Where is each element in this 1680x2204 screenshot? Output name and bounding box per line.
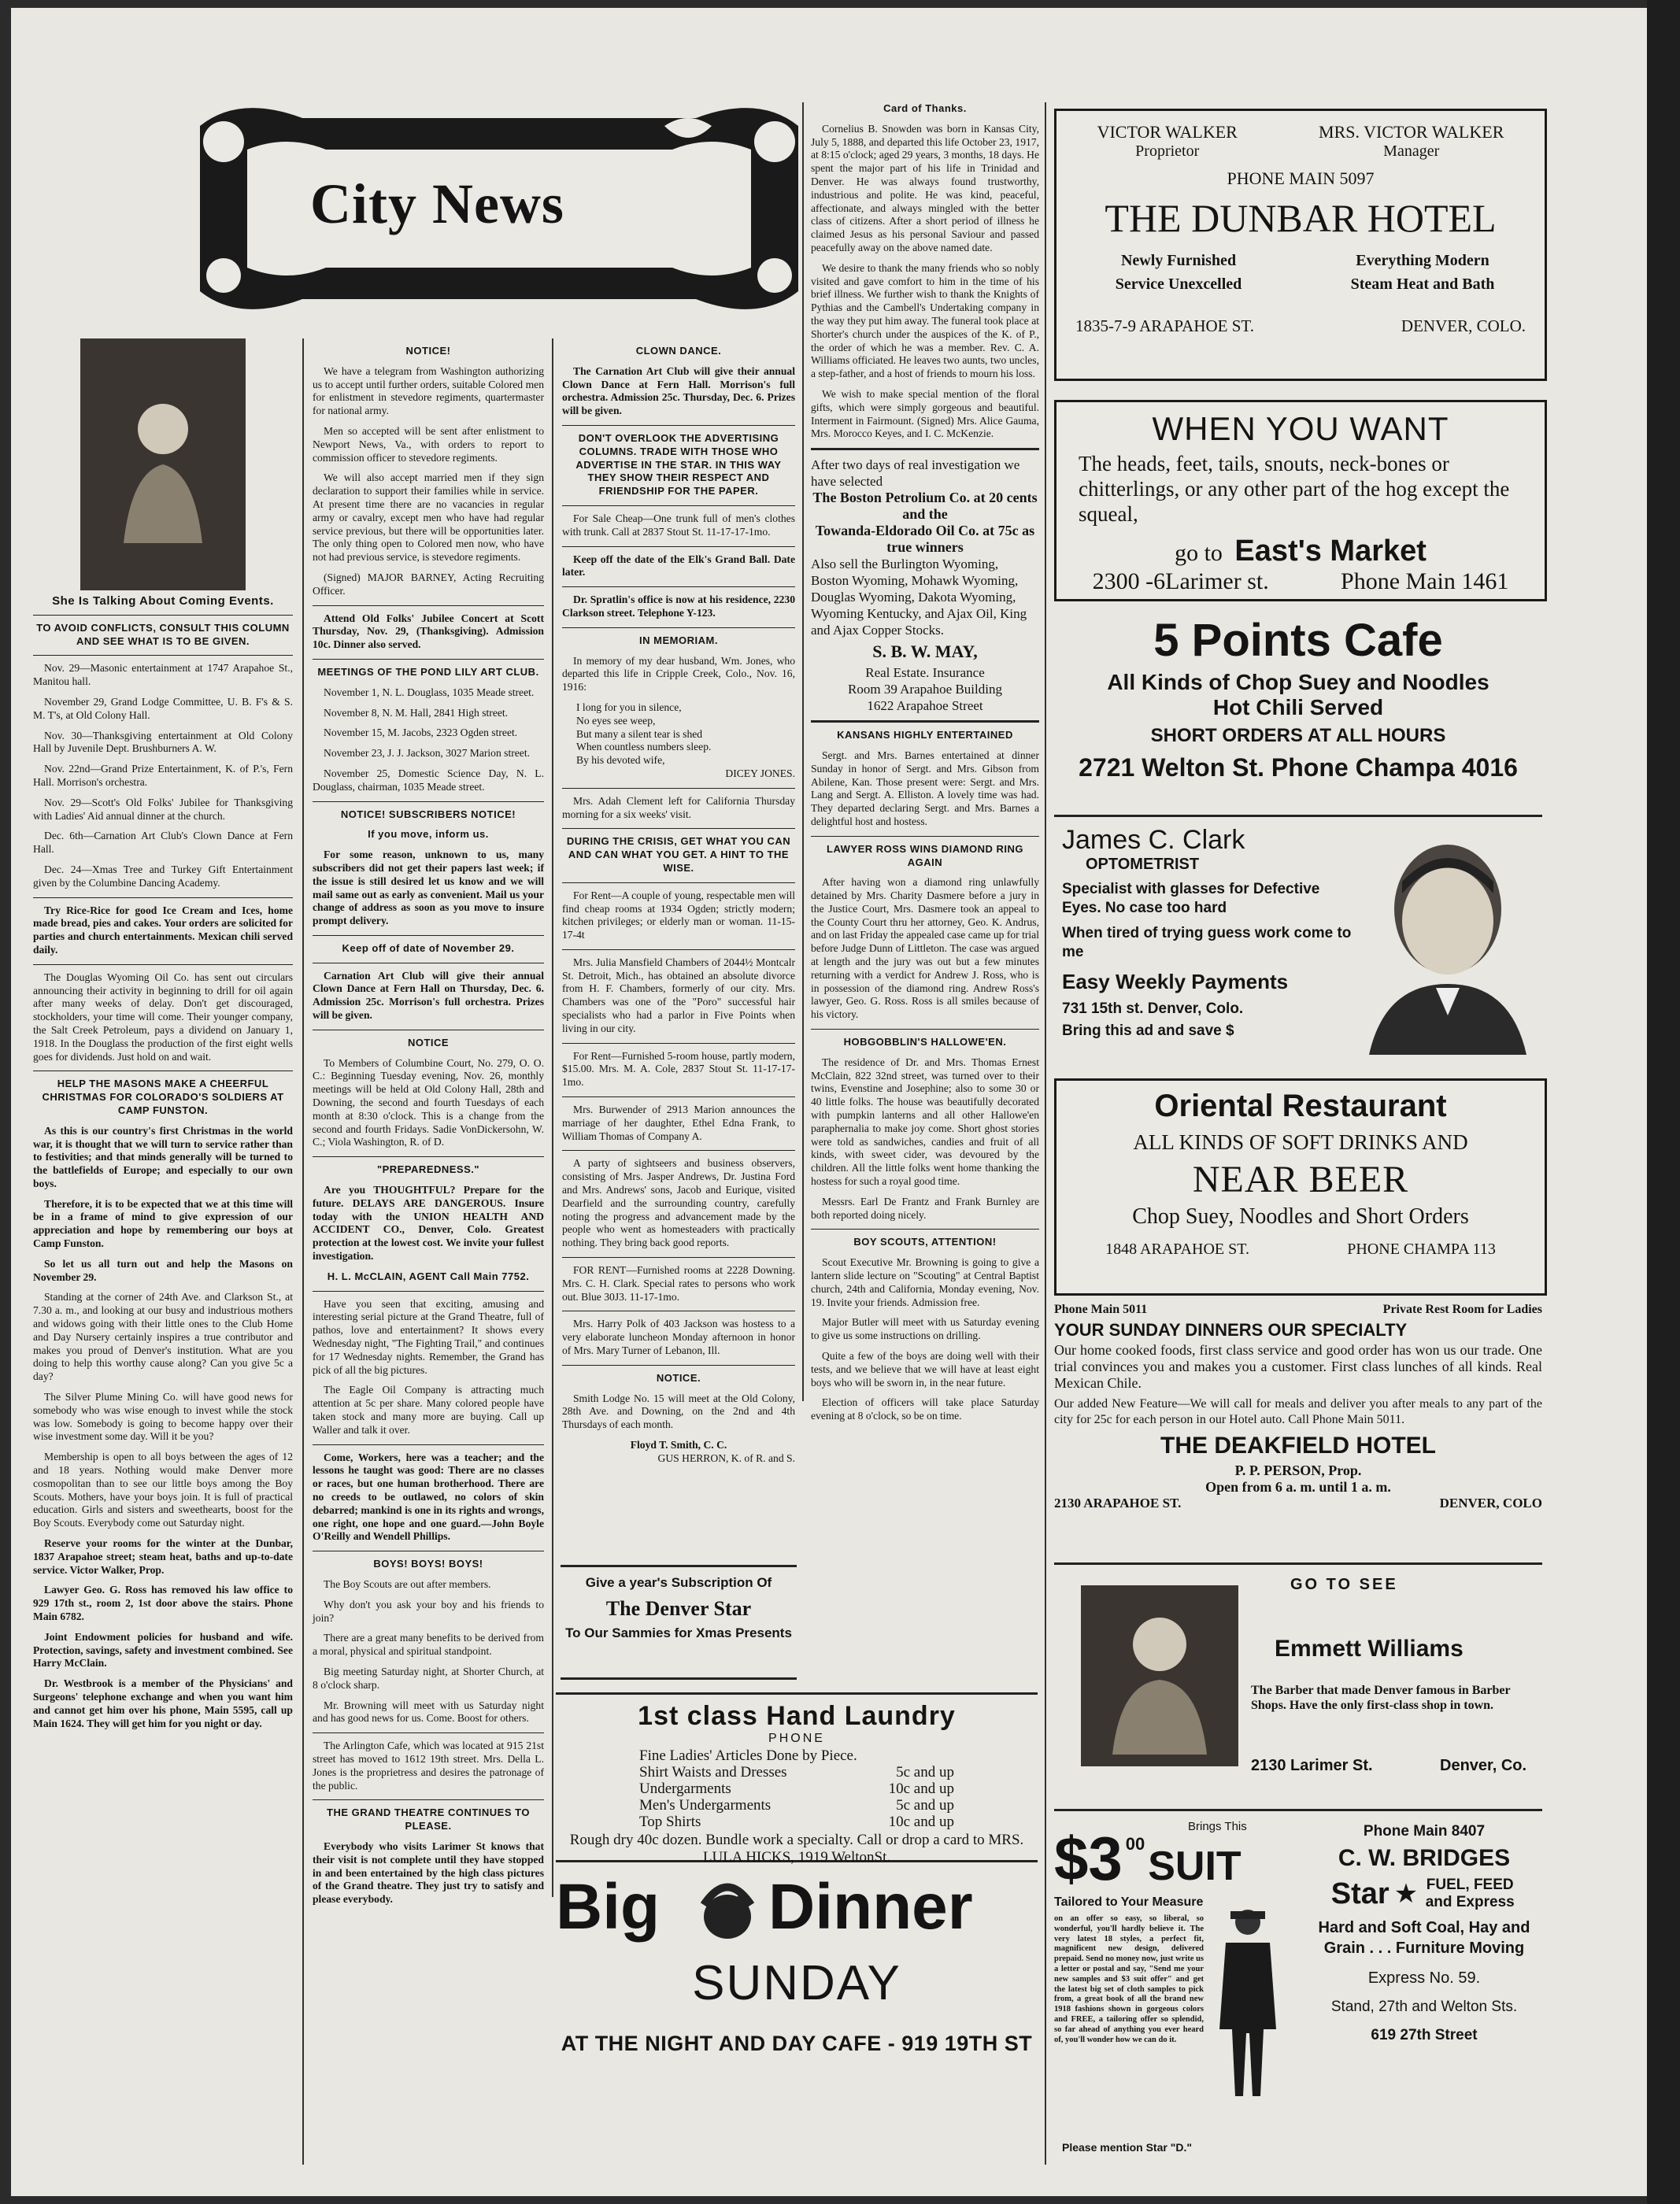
memoriam-body: In memory of my dear husband, Wm. Jones, who departed this life in Cripple Creek, Colo., Nov. 16, 1916: [562,654,795,693]
clark-title: OPTOMETRIST [1086,856,1200,873]
endowment-item: Joint Endowment policies for husband and wife. Protection, savings, safety and investment combined. See Harry McClain. [33,1630,293,1670]
event-item: November 29, Grand Lodge Committee, U. B. F's & S. M. T's, at Old Colony Hall. [33,695,293,721]
corner-item: Standing at the corner of 24th Ave. and Clarkson St., at 7.30 a. m., and looking at our busy and industrious mothers and widows going with their little ones to the Club Home and Day Nursery certainly inspires a true contributor and makes you proud of Denver's institution. What are you doing to help this worthy cause along? Can you give 5c a day? [33,1291,293,1383]
notice-3-sig-2: GUS HERRON, K. of R. and S. [657,1451,795,1464]
events-notice: TO AVOID CONFLICTS, CONSULT THIS COLUMN AND SEE WHAT IS TO BE GIVEN. [36,621,290,647]
laundry-item-name: Undergarments [639,1781,731,1797]
deakfield-phone: Phone Main 5011 [1054,1303,1148,1316]
ross-office-item: Lawyer Geo. G. Ross has removed his law office to 929 17th st., room 2, 1st door above the stairs. Phone Main 6782. [33,1584,293,1622]
boys-body-2: Why don't you ask your boy and his friends to join? [313,1598,544,1624]
proprietor-name: VICTOR WALKER [1097,122,1238,142]
deakfield-body: Our home cooked foods, first class service and good order has won us our trade. One trial convinces you and makes you a customer. First class lunches of all kinds. Real Mexican Chile. [1054,1342,1542,1391]
subscribers-subhead: If you move, inform us. [368,828,489,841]
boy-scouts-body: Scout Executive Mr. Browning is going to give a lantern slide lecture on "Scouting" at Central Baptist church, 24th and California, Monday evening, Nov. 19. Invite your friends. Admission free. [811,1256,1039,1308]
laundry-item-name: Fine Ladies' Articles Done by Piece. [639,1747,857,1764]
east-footer [1056,568,1545,595]
for-rent-item-3: FOR RENT—Furnished rooms at 2228 Downing. Mrs. C. H. Clark. Special rates to persons who work out. Blue 30J3. 11-17-1mo. [562,1264,795,1303]
burwender-item: Mrs. Burwender of 2913 Marion announces the marriage of her daughter, Ethel Edna Frank, to William Thomas of Company A. [562,1104,795,1142]
denver-star-ad [561,1565,797,1680]
preparedness-headline: "PREPAREDNESS." [376,1163,480,1176]
laundry-item-price: 10c and up [888,1781,954,1797]
laundry-item [639,1747,954,1764]
event-item: Dec. 24—Xmas Tree and Turkey Gift Entertainment given by the Columbine Dancing Academy. [33,863,293,889]
dunbar-hotel-ad [1054,109,1547,381]
thanks-body-3: We wish to make special mention of the floral gifts, which were simply gorgeous and beautiful. Interment in Fairmount. (Signed) Mrs. Alice Gauma, Mrs. Morocco Keyes, and I. C. McKenzie. [811,387,1039,440]
pond-lily-meeting: November 15, M. Jacobs, 2323 Ogden street. [324,727,518,739]
laundry-item-price: 10c and up [888,1814,954,1830]
woman-photo [80,338,246,590]
deakfield-title: THE DEAKFIELD HOTEL [1160,1433,1436,1459]
manager-name: MRS. VICTOR WALKER [1319,122,1504,142]
column-4 [811,102,1039,1422]
laundry-item [639,1781,954,1797]
suit-body: on an offer so easy, so liberal, so wonderful, you'll hardly believe it. The very latest 18 styles, a perfect fit, magnificent new design, delivered prepaid. Send no money now, just write us a letter or postal and say, "Send me your new samples and $3 suit offer" and get the latest big set of cloth samples to pick from, a great book of all the brand new 1918 fashions shown in gorgeous colors and FREE, a tailoring offer so splendid, so far ahead of anything you ever heard of, you'll wonder how we can do it. [1054,1914,1204,2044]
east-goto-row [1056,534,1545,568]
williams-goto: GO TO SEE [1290,1576,1398,1593]
dinner-location: AT THE NIGHT AND DAY CAFE - 919 19TH ST [561,2032,1033,2055]
laundry-item [639,1764,954,1781]
douglas-item: The Douglas Wyoming Oil Co. has sent out circulars announcing their activity in beginning to drill for oil again after many weeks of delay. Don't get discouraged, stockholders, your time will come. Their younger company, the Salt Creek Petroleum, pays a dividend on January 1, 1918. In the Douglass the production of the first eight wells goes for dividends. Just hold on and wait. [33,971,293,1063]
hallowe-headline: HOBGOBBLIN'S HALLOWE'EN. [843,1036,1007,1048]
rice-ad: Try Rice-Rice for good Ice Cream and Ices, home made bread, pies and cakes. Your orders are solicited for parties and church entertainments. Mexican chili served daily. [33,904,293,956]
laundry-item-name: Top Shirts [639,1814,701,1830]
star-ad-line-1: Give a year's Subscription Of [585,1575,772,1590]
laundry-item-price: 5c and up [896,1764,954,1781]
arlington-item: The Arlington Cafe, which was located at 915 21st street has moved to 1612 19th street. Mrs. Della L. Jones is the proprietress and desires the patronage of the public. [313,1740,544,1792]
clark-portrait [1361,826,1534,1055]
star-ad-line-3: To Our Sammies for Xmas Presents [565,1625,792,1640]
photo-caption: She Is Talking About Coming Events. [52,594,274,608]
oriental-footer [1056,1241,1545,1259]
deakfield-top-row [1054,1303,1542,1317]
page-binding-edge [1647,0,1680,2204]
column-rule [302,338,304,2165]
notice-body-3: We will also accept married men if they sign declaration to support their families while in service. At present time there are no vacancies in regular army or cavalry, except men who have had regular service previous, but there will be opportunities later. The only thing open to Colored men now, who have not had previous service, is stevedore regiments. [313,471,544,564]
star-ad-title: The Denver Star [605,1597,752,1620]
may-ad-line: Also sell the Burlington Wyoming, Boston Wyoming, Mohawk Wyoming, Douglas Wyoming, Dakota Wyoming, Wyoming Kentucky, and Ajax Oil, King and Ajax Copper Stocks. [811,557,1027,638]
east-name: East's Market [1234,534,1427,568]
dunbar-reserve-item: Reserve your rooms for the winter at the Dunbar, 1837 Arapahoe street; steam heat, baths and up-to-date service. Victor Walker, Prop. [33,1537,293,1576]
clark-line-3: Easy Weekly Payments [1062,970,1289,993]
notice-3-headline: NOTICE. [656,1371,701,1384]
suit-tailored: Tailored to Your Measure [1054,1895,1204,1909]
man-in-suit-icon [1208,1903,1287,2100]
column-2 [313,345,544,2171]
pond-lily-headline: MEETINGS OF THE POND LILY ART CLUB. [317,665,539,678]
east-goto: go to [1175,540,1223,566]
dinner-dinner: Dinner [768,1871,973,1943]
laundry-ad [556,1692,1038,1866]
easts-market-ad [1054,400,1547,601]
boys-body-5: Mr. Browning will meet with us Saturday night and has good news for us. Come. Boost for others. [313,1699,544,1725]
event-item: Nov. 29—Scott's Old Folks' Jubilee for Thanksgiving with Ladies' Aid annual dinner at the church. [33,796,293,822]
oriental-restaurant-ad [1054,1078,1547,1296]
clown-dance-body: The Carnation Art Club will give their annual Clown Dance at Fern Hall. Morrison's full orchestra. Admission 25c. Thursday, Dec. 6. Prizes will be given. [562,364,795,417]
event-item: Nov. 30—Thanksgiving entertainment at Old Colony Hall by Juvenile Dept. Brushburners A. W. [33,729,293,755]
laundry-item [639,1797,954,1814]
boys-body-3: There are a great many benefits to be derived from a moral, physical and spiritual standpoint. [313,1632,544,1658]
east-title: WHEN YOU WANT [1152,410,1449,447]
dunbar-features [1056,249,1545,296]
man-portrait-icon [1105,1597,1215,1755]
may-ad-line: The Boston Petrolium Co. at 20 cents and the [812,490,1038,523]
dinner-day: SUNDAY [692,1956,901,2010]
bridges-star-row [1302,1877,1546,1911]
dunbar-manager [1319,122,1504,161]
poem-line: I long for you in silence, [576,701,682,713]
deakfield-city: DENVER, COLO [1439,1496,1542,1511]
suit-word: SUIT [1148,1843,1241,1889]
suit-mention: Please mention Star "D." [1062,2141,1192,2154]
suit-brings: Brings This [1188,1820,1247,1833]
deakfield-footer [1054,1496,1542,1511]
oriental-line-2: NEAR BEER [1192,1159,1409,1200]
oriental-title: Oriental Restaurant [1154,1089,1447,1123]
clark-line-2: When tired of trying guess work come to me [1062,925,1352,960]
for-rent-item: For Rent—A couple of young, respectable men will find cheap rooms at 1934 Ogden; strictly modern; kitchen privileges; or elderly man or woman. 11-15-17-4t [562,889,795,941]
column-1 [33,338,293,2173]
laundry-title: 1st class Hand Laundry [638,1701,956,1731]
williams-city: Denver, Co. [1440,1757,1527,1774]
dunbar-feature: Service Unexcelled [1115,276,1242,293]
bridges-line-2: Express No. 59. [1367,1969,1481,1987]
five-points-line-1: All Kinds of Chop Suey and Noodles [1107,670,1489,694]
notice-body: We have a telegram from Washington authorizing us to accept until further orders, suitable Colored men for enlistment in stevedore regiments, quartermaster for national army. [313,364,544,417]
williams-line-1: The Barber that made Denver famous in Barber Shops. Have the only first-class shop in town. [1251,1684,1511,1712]
for-rent-item-2: For Rent—Furnished 5-room house, partly modern, $15.00. Mrs. M. A. Cole, 2837 Stout St. 11-17-17-1mo. [562,1049,795,1089]
pond-lily-meeting: November 1, N. L. Douglass, 1035 Meade street. [324,686,535,698]
column-3 [562,345,795,1651]
dunbar-city: DENVER, COLO. [1401,316,1526,335]
memoriam-headline: IN MEMORIAM. [639,634,718,646]
proprietor-role: Proprietor [1135,142,1200,160]
city-news-banner [192,94,806,323]
williams-photo [1081,1585,1238,1766]
notice-body-2: Men so accepted will be sent after enlistment to Newport News, Va., with orders to report to commission officer to stevedore regiments. [313,424,544,464]
laundry-phone: PHONE [768,1732,825,1745]
pond-lily-meeting: November 23, J. J. Jackson, 3027 Marion street. [324,747,531,760]
emmett-williams-ad [1054,1562,1542,1811]
hallowe-body-2: Messrs. Earl De Frantz and Frank Burnley are both reported doing nicely. [811,1195,1039,1221]
williams-name: Emmett Williams [1275,1636,1464,1662]
dunbar-feature: Everything Modern [1356,252,1489,269]
keep-off-item: Keep off of date of November 29. [342,941,515,954]
workers-item: Come, Workers, here was a teacher; and the lessons he taught was good: There are no classes or races, but one human brotherhood. There are no creeds to be outlawed, no colors of skin debarred; mankind is one in its rights and wrongs, one right, one hope and one guard.—John Boyle O'Reilly and Wendell Phillips. [313,1451,544,1543]
grand-theatre-headline: THE GRAND THEATRE CONTINUES TO PLEASE. [327,1806,530,1832]
westbrook-item: Dr. Westbrook is a member of the Physicians' and Surgeons' telephone exchange and when you want him and cannot get him over his phone, Main 5595, call up Main 1624. They will get him for you night or day. [33,1677,293,1729]
poem-line: By his devoted wife, [576,754,665,767]
clark-optometrist-ad [1054,815,1542,1069]
carnation-item: Carnation Art Club will give their annual Clown Dance at Fern Hall on Thursday, Dec. 6. Admission 25c. Morrison's full orchestra. Prizes will be given. [313,969,544,1022]
dunbar-title: THE DUNBAR HOTEL [1105,196,1497,240]
bridges-services: FUEL, FEED and Express [1425,1877,1515,1910]
deakfield-prop: P. P. PERSON, Prop. [1234,1463,1362,1478]
dunbar-feature: Steam Heat and Bath [1350,276,1495,293]
may-ad-line: Room 39 Arapahoe Building [848,682,1002,697]
east-body: The heads, feet, tails, snouts, neck-bones or chitterlings, or any other part of the hog except the squeal, [1079,452,1510,526]
east-address: 2300 -6Larimer st. [1092,568,1269,594]
oriental-phone: PHONE CHAMPA 113 [1347,1241,1496,1258]
event-item: Nov. 22nd—Grand Prize Entertainment, K. of P.'s, Fern Hall. Morrison's orchestra. [33,763,293,788]
bridges-phone: Phone Main 8407 [1363,1823,1486,1840]
jubilee-item: Attend Old Folks' Jubilee Concert at Scott Thursday, Nov. 29, (Thanksgiving). Admission 10c. Dinner also served. [313,612,544,651]
williams-address: 2130 Larimer St. [1251,1757,1373,1774]
man-portrait-icon [1361,826,1534,1055]
clark-line-1: Specialist with glasses for Defective Eyes. No case too hard [1062,881,1320,916]
spratlin-item: Dr. Spratlin's office is now at his residence, 2230 Clarkson street. Telephone Y-123. [562,594,795,619]
subscribers-body: For some reason, unknown to us, many subscribers did not get their papers last week; if the issue is still desired let us know and we will mail same out as early as convenient. Mail us your change of address as soon as you move to insure prompt delivery. [313,849,544,927]
turkey-icon [696,1873,759,1944]
five-points-title: 5 Points Cafe [1153,615,1443,666]
newspaper-page [11,8,1649,2196]
dunbar-address-row [1056,316,1545,336]
lawyer-ross-body: After having won a diamond ring unlawfully detained by Mrs. Charity Dasmere before a jury in the Justice Court, Mrs. Dasmere took an appeal to the County Court thru her attorney, Geo. K. Andrus, and on last Friday the appealed case came up for trial before Judge Dunn of Littleton. The case was argued at length and the jury was out but a few minutes returning with a verdict for Andrew J. Ross, who is in possession of the diamond ring. Andrew Ross's lawyer, Geo. G. Ross. Ross is all smiles because of his victory. [811,876,1039,1021]
memoriam-poem [562,701,795,781]
dunbar-phone: PHONE MAIN 5097 [1227,168,1375,188]
masons-headline: HELP THE MASONS MAKE A CHEERFUL CHRISTMAS FOR COLORADO'S SOLDIERS AT CAMP FUNSTON. [42,1078,284,1116]
bridges-star: Star [1330,1877,1390,1910]
preparedness-body: Are you THOUGHTFUL? Prepare for the future. DELAYS ARE DANGEROUS. Insure today with the UNION HEALTH AND ACCIDENT CO., Denver, Colo. Greatest protection at the lowest cost. We invite your fullest investigation. [313,1184,544,1263]
poem-line: But many a silent tear is shed [576,727,703,740]
crisis-headline: DURING THE CRISIS, GET WHAT YOU CAN AND CAN WHAT YOU GET. A HINT TO THE WISE. [566,835,791,874]
pond-lily-meeting: November 25, Domestic Science Day, N. L. Douglass, chairman, 1035 Meade street. [313,767,544,793]
boys-body-4: Big meeting Saturday night, at Shorter Church, at 8 o'clock sharp. [313,1665,544,1691]
big-dinner-ad [556,1866,1038,2165]
deakfield-rest-room: Private Rest Room for Ladies [1382,1303,1542,1316]
suit-ad [1054,1817,1290,2163]
hallowe-body: The residence of Dr. and Mrs. Thomas Ernest McClain, 822 32nd street, was turned over to their twins, Evenstine and Josephine; also to some 30 or 40 little folks. The house was beautifully decorated with pumpkin lanterns and all other Hallowe'en paraphernalia to make joy come. Short ghost stories were told as sandwiches, candies and fruit of all kinds, with sweet cider, was devoured by the children. All the little folks went home thanking the hostess for such a royal good time. [811,1056,1039,1188]
event-item: Nov. 29—Masonic entertainment at 1747 Arapahoe St., Manitou hall. [33,662,293,688]
boy-scouts-body-3: Quite a few of the boys are doing well with their tests, and we believe that we will have at least eight boys who will be sworn in, in the near future. [811,1350,1039,1389]
dunbar-feature: Newly Furnished [1120,252,1237,269]
laundry-item [639,1814,954,1830]
subscribers-headline: NOTICE! SUBSCRIBERS NOTICE! [340,808,516,820]
may-ad-line: After two days of real investigation we have selected [811,457,1020,490]
column-rule [802,102,804,1401]
scouts-membership-item: Membership is open to all boys between the ages of 12 and 18 years. Nothing would make Denver more cosmopolitan than to see our little boys among the Boy Scouts. Mothers, have your boys join. It is full of practical education. Girls and sisters and sweethearts, boost for the Boy Scouts. Everybody come out Saturday night. [33,1451,293,1529]
boy-scouts-body-4: Election of officers will take place Saturday evening at 8 o'clock, so be on time. [811,1396,1039,1422]
laundry-price-list [639,1747,954,1830]
clark-line-4: Bring this ad and save $ [1062,1022,1234,1039]
deakfield-address: 2130 ARAPAHOE ST. [1054,1496,1182,1511]
column-rule [552,338,553,1897]
elks-item: Keep off the date of the Elk's Grand Ball. Date later. [562,553,795,579]
oriental-line-1: ALL KINDS OF SOFT DRINKS AND [1133,1130,1468,1154]
thanks-body-2: We desire to thank the many friends who so nobly visited and gave comfort to him in the time of his brief illness. We further wish to thank the Knights of Pythias and the Cambell's Undertaking company in the way they put him away. The funeral took place at Shorter's church under the auspices of the K. of P., the order of which he was a member. Rev. C. A. Williams officiated. He leaves two aunts, two uncles, a step-father, and a host of friends to mourn his loss. [811,261,1039,380]
bridges-name: C. W. BRIDGES [1338,1845,1511,1871]
notice-2-body: To Members of Columbine Court, No. 279, O. O. C.: Beginning Tuesday evening, Nov. 26, monthly meetings will be held at Old Colony Hall, 28th and Downing, the second and fourth Tuesdays of each month at 8:30 o'clock. This is a change from the second and fourth Fridays. Sadie VonDickersohn, W. C.; Viola Washington, R. of D. [313,1056,544,1148]
mansfield-item: Mrs. Julia Mansfield Chambers of 2044½ Montcalr St. Detroit, Mich., has obtained an absolute divorce from H. F. Chambers, formerly of our city. Mrs. Chambers was one of the "Poro" successful hair specialists who had a parlor in Five Points when living in our city. [562,956,795,1034]
clark-address: 731 15th st. Denver, Colo. [1062,1000,1244,1017]
boys-body: The Boy Scouts are out after members. [324,1577,491,1590]
event-item: Dec. 6th—Carnation Art Club's Clown Dance at Fern Hall. [33,830,293,856]
notice-3-sig-1: Floyd T. Smith, C. C. [630,1439,727,1451]
boys-headline: BOYS! BOYS! BOYS! [373,1558,483,1570]
thanks-body: Cornelius B. Snowden was born in Kansas City, July 5, 1888, and departed this life October 23, 1917, at 8:15 o'clock; aged 29 years, 3 months, 18 days. He spent the major part of his life in Trinidad and Denver. He was always found trustworthy, industrious and polite. He was kind, peaceful, affectionate, and always mingled with the better class of citizens. After a short period of illness he claimed Jesus as his personal Saviour and passed peacefully away on the above named date. [811,122,1039,253]
dinner-big: Big [556,1871,661,1943]
suit-price: $3 [1054,1824,1123,1893]
five-points-line-2: Hot Chili Served [1212,695,1384,719]
may-ad-line: 1622 Arapahoe Street [867,698,983,714]
deakfield-headline: YOUR SUNDAY DINNERS OUR SPECIALTY [1054,1320,1408,1340]
masthead-title: City News [310,172,564,235]
deakfield-hours: Open from 6 a. m. until 1 a. m. [1205,1479,1391,1495]
boy-scouts-headline: BOY SCOUTS, ATTENTION! [853,1236,997,1248]
lawyer-ross-headline: LAWYER ROSS WINS DIAMOND RING AGAIN [827,842,1023,868]
woman-portrait-icon [116,386,210,543]
clown-dance-headline: CLOWN DANCE. [635,345,722,357]
notice-headline: NOTICE! [405,345,451,357]
column-rule [1045,102,1046,2165]
suit-cents: 00 [1125,1834,1145,1854]
east-phone: Phone Main 1461 [1341,568,1509,594]
five-points-address: 2721 Welton St. Phone Champa 4016 [1079,753,1518,782]
kansans-body: Sergt. and Mrs. Barnes entertained at dinner Sunday in honor of Sergt. and Mrs. Gibson from Abilene, Kan. Those present were: Sergt. and Mrs. Lang and Sergt. A. Elliston. A lovely time was had. They departed declaring Sergt. and Mrs. Barnes a delightful host and hostess. [811,749,1039,827]
advertising-notice: DON'T OVERLOOK THE ADVERTISING COLUMNS. TRADE WITH THOSE WHO ADVERTISE IN THE STAR. IN THIS WAY THEY SHOW THEIR RESPECT AND FRIENDSHIP FOR THE PAPER. [575,431,782,497]
dinner-title-row [556,1866,1038,1952]
notice-2-headline: NOTICE [407,1036,450,1048]
poem-line: When countless numbers sleep. [576,741,712,753]
notice-signature: (Signed) MAJOR BARNEY, Acting Recruiting Officer. [313,571,544,597]
bridges-line-3: Stand, 27th and Welton Sts. [1330,1999,1518,2015]
deakfield-hotel-ad [1054,1303,1542,1555]
card-of-thanks-headline: Card of Thanks. [883,102,967,114]
notice-3-body: Smith Lodge No. 15 will meet at the Old Colony, 28th Ave. and Downing, on the 2nd and 4th Thursdays of each month. [562,1392,795,1431]
laundry-item-price: 5c and up [896,1797,954,1814]
masons-body-2: Therefore, it is to be expected that we at this time will be in a frame of mind to give expression of our appreciation and hope by remembering our boys at Camp Funston. [33,1197,293,1250]
poem-signature: DICEY JONES. [725,767,795,779]
polk-item: Mrs. Harry Polk of 403 Jackson was hostess to a very elaborate luncheon Monday afternoon in honor of Mrs. Mary Turner of Lebanon, Ill. [562,1318,795,1357]
bridges-address: 619 27th Street [1371,2027,1478,2043]
clark-name: James C. Clark [1062,825,1245,855]
eagle-oil-item: The Eagle Oil Company is attracting much attention at 5c per share. Many colored people have taken stock and many more are buying. Call up Waller and talk it over. [313,1384,544,1436]
grand-theatre-body: Everybody who visits Larimer St knows that their visit is not complete until they have stopped in and been entertained by the high class pictures of the Grand theatre. They just try to satisfy and please everybody. [313,1840,544,1906]
deakfield-body-2: Our added New Feature—We will call for meals and deliver you after meals to any part of the city for 25c for each person in our Hotel auto. Call Phone Main 5011. [1054,1397,1542,1426]
dunbar-header [1056,122,1545,161]
may-ad-line: Real Estate. Insurance [865,665,985,681]
five-points-cafe-ad [1054,614,1542,811]
pond-lily-meeting: November 8, N. M. Hall, 2841 High street. [324,706,509,719]
may-ad-line: Towanda-Eldorado Oil Co. at 75c as true winners [815,523,1035,556]
star-icon: ★ [1393,1880,1419,1909]
oriental-address: 1848 ARAPAHOE ST. [1105,1241,1249,1258]
may-ad-name: S. B. W. MAY, [872,642,978,662]
laundry-item-name: Men's Undergarments [639,1797,772,1814]
manager-role: Manager [1383,142,1440,160]
party-item: A party of sightseers and business observers, consisting of Mrs. Jasper Andrews, Dr. Justina Ford and Mrs. Andrews' sons, Jacob and Eurique, visited Dearfield and the surrounding country, carefully noting the progress and advancement made by the people who went as homesteaders with practically nothing. They bring back good reports. [562,1157,795,1249]
dunbar-proprietor [1097,122,1238,161]
for-sale-item: For Sale Cheap—One trunk full of men's clothes with trunk. Call at 2837 Stout St. 11-17-17-1mo. [562,512,795,538]
kansans-headline: KANSANS HIGHLY ENTERTAINED [837,729,1013,741]
silver-plume-item: The Silver Plume Mining Co. will have good news for somebody who was wise enough to invest while the stock was low. Somebody is going to become happy over their wise investment some day. Will it be you? [33,1391,293,1443]
grand-serial-item: Have you seen that exciting, amusing and interesting serial picture at the Grand Theatre, full of pathos, love and entertainment? It shows every Wednesday night, "The Fighting Trail," and continues for 17 Wednesday nights. Remember, the Grand has pick of all the big pictures. [313,1297,544,1376]
bridges-line-1: Hard and Soft Coal, Hay and Grain . . . Furniture Moving [1318,1919,1530,1957]
boy-scouts-body-2: Major Butler will meet with us Saturday evening to give us some instructions on drilling. [811,1316,1039,1342]
five-points-line-3: SHORT ORDERS AT ALL HOURS [1150,725,1446,746]
oriental-line-3: Chop Suey, Noodles and Short Orders [1132,1204,1469,1229]
laundry-footer: Rough dry 40c dozen. Bundle work a specialty. Call or drop a card to MRS. LULA HICKS, 1919 WeltonSt. [569,1832,1024,1866]
poem-line: No eyes see weep, [576,714,656,727]
bridges-ad [1302,1817,1546,2163]
clement-item: Mrs. Adah Clement left for California Thursday morning for a six weeks' visit. [562,794,795,820]
masons-body-3: So let us all turn out and help the Masons on November 29. [33,1257,293,1283]
masons-body: As this is our country's first Christmas in the world war, it is thought that we will turn to service rather than to festivities; and that minds generally will be turned to the battlefields of Europe; and especially to our own boys. [33,1124,293,1189]
may-ad [811,457,1039,714]
laundry-item-name: Shirt Waists and Dresses [639,1764,787,1781]
dunbar-address: 1835-7-9 ARAPAHOE ST. [1075,316,1254,335]
preparedness-signature: H. L. McCLAIN, AGENT Call Main 7752. [327,1270,530,1282]
